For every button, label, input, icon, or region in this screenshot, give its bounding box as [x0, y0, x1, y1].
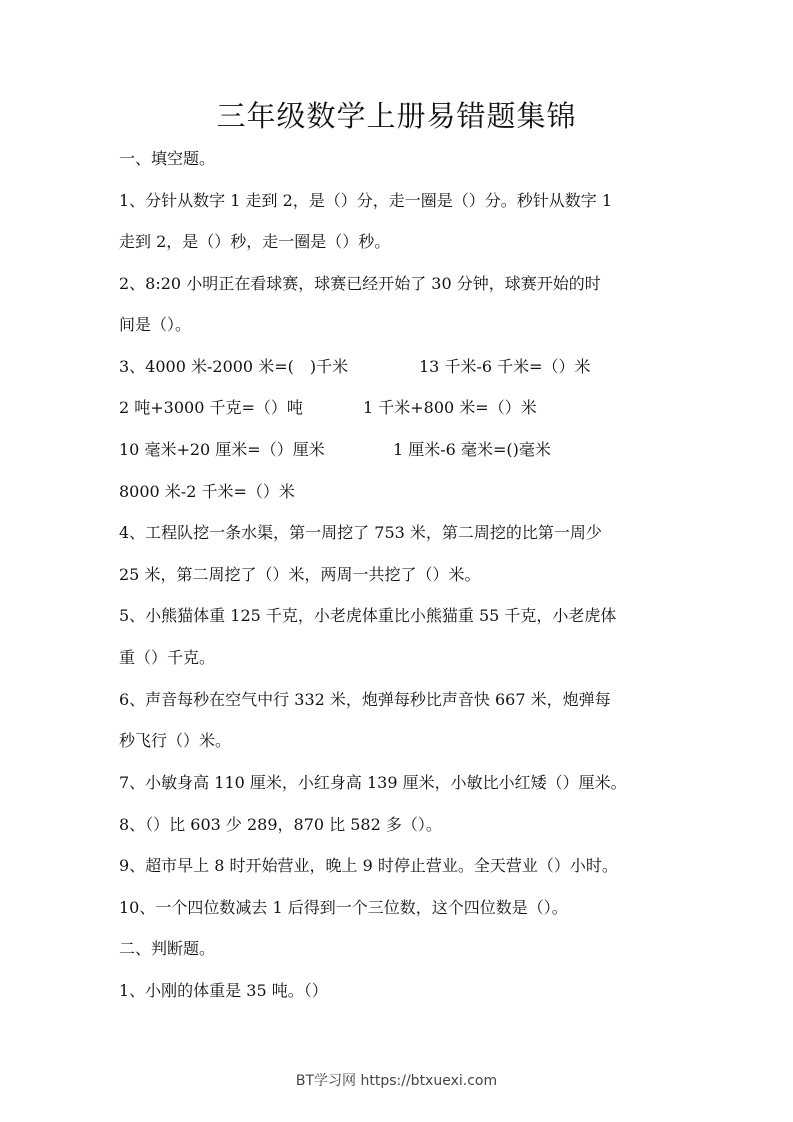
question-2-line-1: 2、8:20 小明正在看球赛，球赛已经开始了 30 分钟，球赛开始的时 [119, 274, 601, 293]
judgment-question-1: 1、小刚的体重是 35 吨。（） [119, 981, 328, 1000]
question-9: 9、超市早上 8 时开始营业，晚上 9 时停止营业。全天营业（）小时。 [119, 856, 618, 875]
question-4-line-1: 4、工程队挖一条水渠，第一周挖了 753 米，第二周挖的比第一周少 [119, 523, 602, 542]
question-3-item-a1: 3、4000 米-2000 米=( )千米 [119, 357, 349, 376]
question-5-line-2: 重（）千克。 [119, 648, 216, 667]
page-title: 三年级数学上册易错题集锦 [216, 99, 577, 133]
question-6-line-2: 秒飞行（）米。 [119, 731, 232, 750]
question-3-item-c1: 10 毫米+20 厘米=（）厘米 [119, 440, 325, 459]
question-1-line-2: 走到 2，是（）秒，走一圈是（）秒。 [119, 232, 391, 251]
question-7: 7、小敏身高 110 厘米，小红身高 139 厘米，小敏比小红矮（）厘米。 [119, 773, 627, 792]
section-heading-fill-in: 一、填空题。 [119, 149, 216, 168]
question-8: 8、（）比 603 少 289，870 比 582 多（）。 [119, 815, 442, 834]
question-10: 10、一个四位数减去 1 后得到一个三位数，这个四位数是（）。 [119, 898, 568, 917]
section-heading-true-false: 二、判断题。 [119, 939, 216, 958]
question-5-line-1: 5、小熊猫体重 125 千克，小老虎体重比小熊猫重 55 千克，小老虎体 [119, 606, 617, 625]
footer-watermark: BT学习网 https://btxuexi.com [295, 1073, 498, 1089]
question-3-item-c2: 1 厘米-6 毫米=()毫米 [393, 440, 551, 459]
question-6-line-1: 6、声音每秒在空气中行 332 米，炮弹每秒比声音快 667 米，炮弹每 [119, 690, 611, 709]
question-4-line-2: 25 米，第二周挖了（）米，两周一共挖了（）米。 [119, 565, 481, 584]
question-1-line-1: 1、分针从数字 1 走到 2，是（）分，走一圈是（）分。秒针从数字 1 [119, 191, 613, 210]
question-3-item-b1: 2 吨+3000 千克=（）吨 [119, 398, 303, 417]
question-2-line-2: 间是（）。 [119, 315, 192, 334]
question-3-item-b2: 1 千米+800 米=（）米 [363, 398, 537, 417]
question-3-row-4: 8000 米-2 千米=（）米 [119, 482, 295, 501]
question-3-item-a2: 13 千米-6 千米=（）米 [419, 357, 591, 376]
